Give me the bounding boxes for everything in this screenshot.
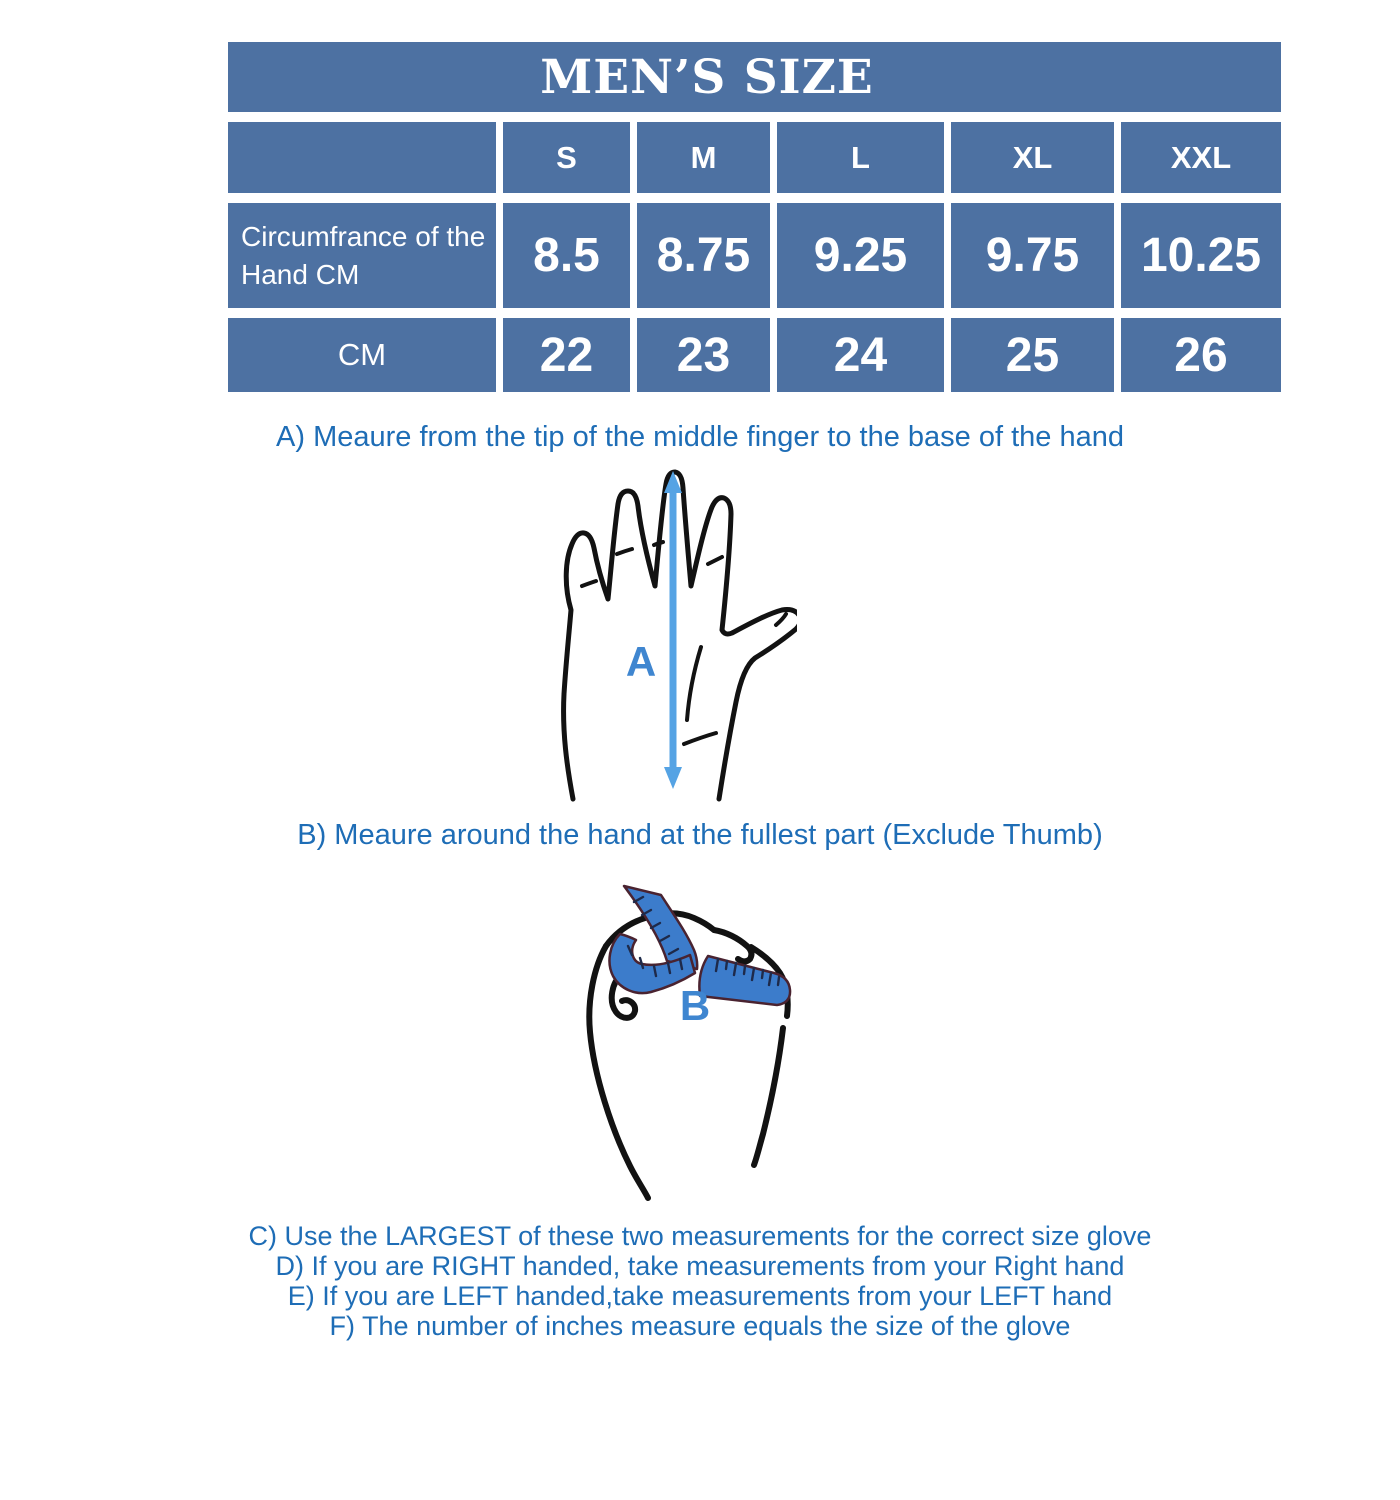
size-header-xxl: XXL — [1121, 122, 1281, 193]
size-header-xl: XL — [951, 122, 1114, 193]
measure-arrow-icon — [664, 471, 682, 789]
mens-size-table — [228, 42, 1281, 392]
instruction-e: E) If you are LEFT handed,take measurements from your LEFT hand — [287, 1281, 1113, 1311]
fist-circumference-diagram — [568, 870, 850, 1217]
table-title: MEN’S SIZE — [228, 42, 1281, 112]
fist-measure-label-b: B — [679, 982, 711, 1029]
circumference-value-xxl: 10.25 — [1121, 203, 1281, 308]
row-label-circumference: Circumfrance of the Hand CM — [228, 203, 496, 308]
size-header-m: M — [637, 122, 770, 193]
instruction-f: F) The number of inches measure equals the size of the glove — [329, 1311, 1071, 1341]
cm-value-m: 23 — [637, 318, 770, 392]
instruction-c: C) Use the LARGEST of these two measurements for the correct size glove — [248, 1221, 1152, 1251]
table-corner-cell — [228, 122, 496, 193]
instruction-d: D) If you are RIGHT handed, take measurements from your Right hand — [275, 1251, 1125, 1281]
size-header-l: L — [777, 122, 944, 193]
circumference-value-l: 9.25 — [777, 203, 944, 308]
hand-measure-label-a: A — [625, 638, 657, 685]
hand-length-diagram — [551, 462, 797, 808]
cm-value-xl: 25 — [951, 318, 1114, 392]
hand-outline — [564, 472, 797, 799]
circumference-value-s: 8.5 — [503, 203, 630, 308]
cm-value-s: 22 — [503, 318, 630, 392]
instructions-c-to-f — [0, 1221, 1400, 1341]
circumference-value-m: 8.75 — [637, 203, 770, 308]
size-header-s: S — [503, 122, 630, 193]
instruction-b: B) Meaure around the hand at the fullest part (Exclude Thumb) — [297, 819, 1103, 851]
cm-value-l: 24 — [777, 318, 944, 392]
cm-value-xxl: 26 — [1121, 318, 1281, 392]
instruction-a: A) Meaure from the tip of the middle finger to the base of the hand — [276, 421, 1124, 453]
circumference-value-xl: 9.75 — [951, 203, 1114, 308]
row-label-cm: CM — [228, 318, 496, 392]
